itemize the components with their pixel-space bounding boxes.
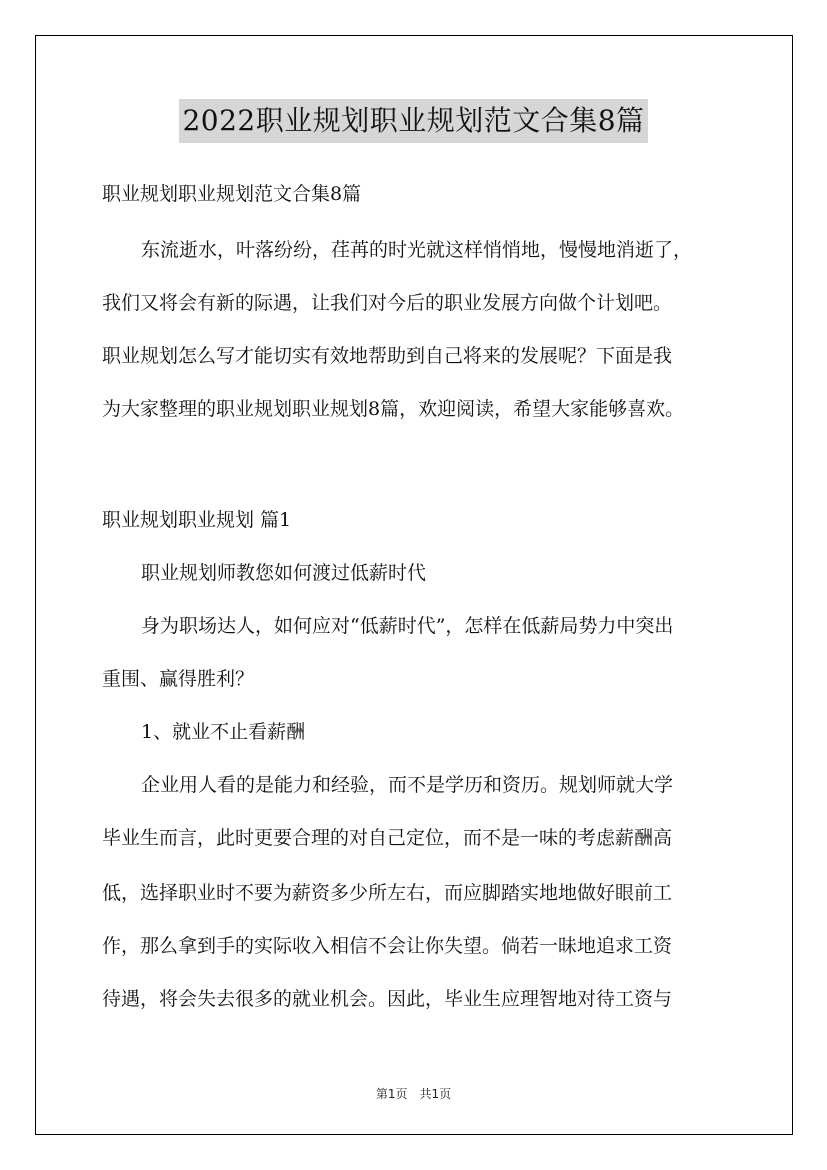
subtitle: 职业规划职业规划范文合集8篇 (102, 183, 362, 205)
section-heading: 职业规划职业规划 篇1 (102, 509, 292, 531)
paragraph-line: 毕业生而言，此时更要合理的对自己定位，而不是一味的考虑薪酬高 (102, 827, 673, 849)
intro-line: 为大家整理的职业规划职业规划8篇，欢迎阅读，希望大家能够喜欢。 (102, 398, 685, 420)
paragraph-line: 重围、赢得胜利？ (102, 668, 255, 690)
paragraph-line: 待遇，将会失去很多的就业机会。因此，毕业生应理智地对待工资与 (102, 988, 673, 1010)
point-heading: 1、就业不止看薪酬 (141, 721, 306, 743)
paragraph-line: 企业用人看的是能力和经验，而不是学历和资历。规划师就大学 (141, 774, 674, 796)
article-title: 职业规划师教您如何渡过低薪时代 (141, 562, 427, 584)
paragraph-line: 低，选择职业时不要为薪资多少所左右，而应脚踏实地地做好眼前工 (102, 882, 673, 904)
document-title: 2022职业规划职业规划范文合集8篇 (179, 99, 647, 143)
paragraph-line: 身为职场达人，如何应对“低薪时代”，怎样在低薪局势力中突出 (141, 615, 674, 637)
paragraph-line: 作，那么拿到手的实际收入相信不会让你失望。倘若一昧地追求工资 (102, 935, 673, 957)
intro-line: 我们又将会有新的际遇，让我们对今后的职业发展方向做个计划吧。 (102, 292, 673, 314)
page-footer: 第1页 共1页 (375, 1087, 452, 1101)
intro-line: 职业规划怎么写才能切实有效地帮助到自己将来的发展呢？下面是我 (102, 345, 673, 367)
title-container (0, 99, 827, 143)
intro-line: 东流逝水，叶落纷纷，荏苒的时光就这样悄悄地，慢慢地消逝了， (141, 239, 693, 261)
